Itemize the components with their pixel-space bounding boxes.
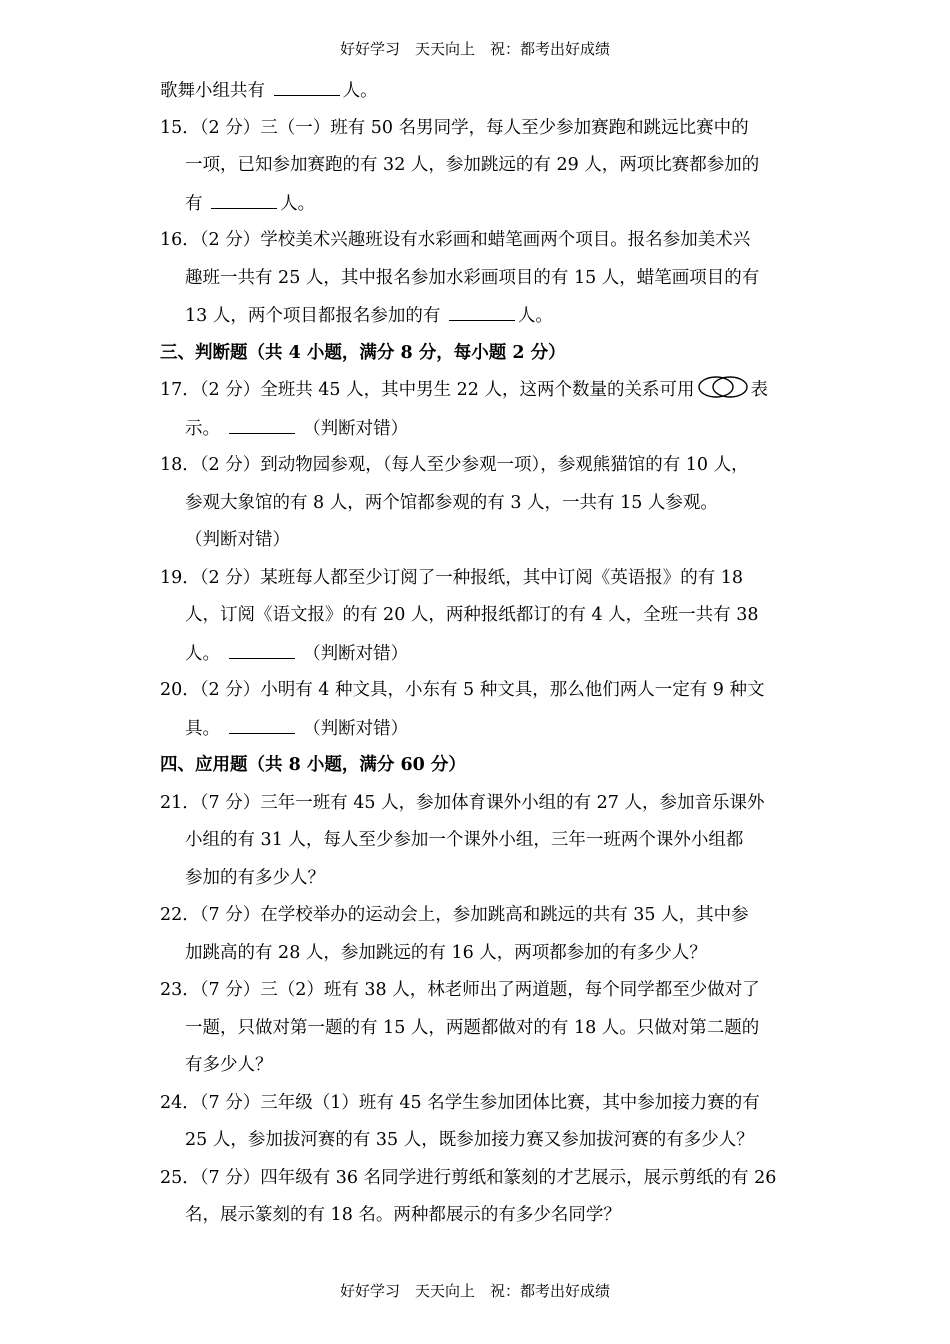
question-24-line2: 25 人，参加拔河赛的有 35 人，既参加接力赛又参加拔河赛的有多少人？	[185, 1130, 754, 1150]
venn-diagram-icon	[695, 374, 751, 400]
question-16-line3: 13 人，两个项目都报名参加的有 人。	[160, 302, 800, 340]
question-15: 15．（2 分）三（一）班有 50 名男同学，每人至少参加赛跑和跳远比赛中的	[160, 117, 749, 138]
question-22: 22．（7 分）在学校举办的运动会上，参加跳高和跳远的共有 35 人，其中参	[160, 905, 749, 925]
section-4-title: 四、应用题（共 8 小题，满分 60 分）	[160, 755, 466, 775]
question-18-line3: （判断对错）	[185, 530, 290, 550]
page-footer: 好好学习 天天向上 祝：都考出好成绩	[339, 1282, 610, 1300]
question-17: 17．（2 分）全班共 45 人，其中男生 22 人，这两个数量的关系可用 表	[160, 377, 800, 415]
answer-blank[interactable]	[449, 302, 515, 321]
answer-blank[interactable]	[229, 640, 295, 659]
question-22-line2: 加跳高的有 28 人，参加跳远的有 16 人，两项都参加的有多少人？	[185, 942, 707, 963]
question-25-line2: 名，展示篆刻的有 18 名。两种都展示的有多少名同学？	[185, 1205, 621, 1225]
question-21-line2: 小组的有 31 人，每人至少参加一个课外小组，三年一班两个课外小组都	[185, 830, 744, 850]
question-23-line2: 一题，只做对第一题的有 15 人，两题都做对的有 18 人。只做对第二题的	[185, 1017, 760, 1038]
question-16: 16．（2 分）学校美术兴趣班设有水彩画和蜡笔画两个项目。报名参加美术兴	[160, 230, 751, 250]
question-21: 21．（7 分）三年一班有 45 人，参加体育课外小组的有 27 人，参加音乐课外	[160, 792, 765, 813]
question-20: 20．（2 分）小明有 4 种文具，小东有 5 种文具，那么他们两人一定有 9 种文	[160, 680, 765, 700]
question-18-line2: 参观大象馆的有 8 人，两个馆都参观的有 3 人，一共有 15 人参观。	[185, 492, 718, 513]
question-15-line2: 一项，已知参加赛跑的有 32 人，参加跳远的有 29 人，两项比赛都参加的	[185, 155, 760, 175]
question-15-line3: 有 人。	[160, 190, 800, 228]
section-3-title: 三、判断题（共 4 小题，满分 8 分，每小题 2 分）	[160, 342, 566, 363]
question-23: 23．（7 分）三（2）班有 38 人，林老师出了两道题，每个同学都至少做对了	[160, 980, 760, 1000]
page-header: 好好学习 天天向上 祝：都考出好成绩	[339, 40, 610, 58]
question-18: 18．（2 分）到动物园参观，（每人至少参观一项），参观熊猫馆的有 10 人，	[160, 455, 749, 475]
question-23-line3: 有多少人？	[185, 1055, 273, 1075]
answer-blank[interactable]	[274, 77, 340, 96]
question-24: 24．（7 分）三年级（1）班有 45 名学生参加团体比赛，其中参加接力赛的有	[160, 1092, 760, 1113]
question-16-line2: 趣班一共有 25 人，其中报名参加水彩画项目的有 15 人，蜡笔画项目的有	[185, 267, 760, 288]
question-14-tail: 歌舞小组共有 人。	[160, 77, 800, 115]
exam-content	[160, 77, 800, 1240]
question-17-line2: 示。 （判断对错）	[160, 415, 800, 453]
answer-blank[interactable]	[229, 415, 295, 434]
question-19-line3: 人。 （判断对错）	[160, 640, 800, 678]
question-20-line2: 具。 （判断对错）	[160, 715, 800, 753]
question-19-line2: 人，订阅《语文报》的有 20 人，两种报纸都订的有 4 人，全班一共有 38	[185, 605, 759, 625]
answer-blank[interactable]	[229, 715, 295, 734]
question-21-line3: 参加的有多少人？	[185, 867, 325, 888]
answer-blank[interactable]	[211, 190, 277, 209]
question-19: 19．（2 分）某班每人都至少订阅了一种报纸，其中订阅《英语报》的有 18	[160, 567, 744, 588]
question-25: 25．（7 分）四年级有 36 名同学进行剪纸和篆刻的才艺展示，展示剪纸的有 26	[160, 1167, 777, 1188]
